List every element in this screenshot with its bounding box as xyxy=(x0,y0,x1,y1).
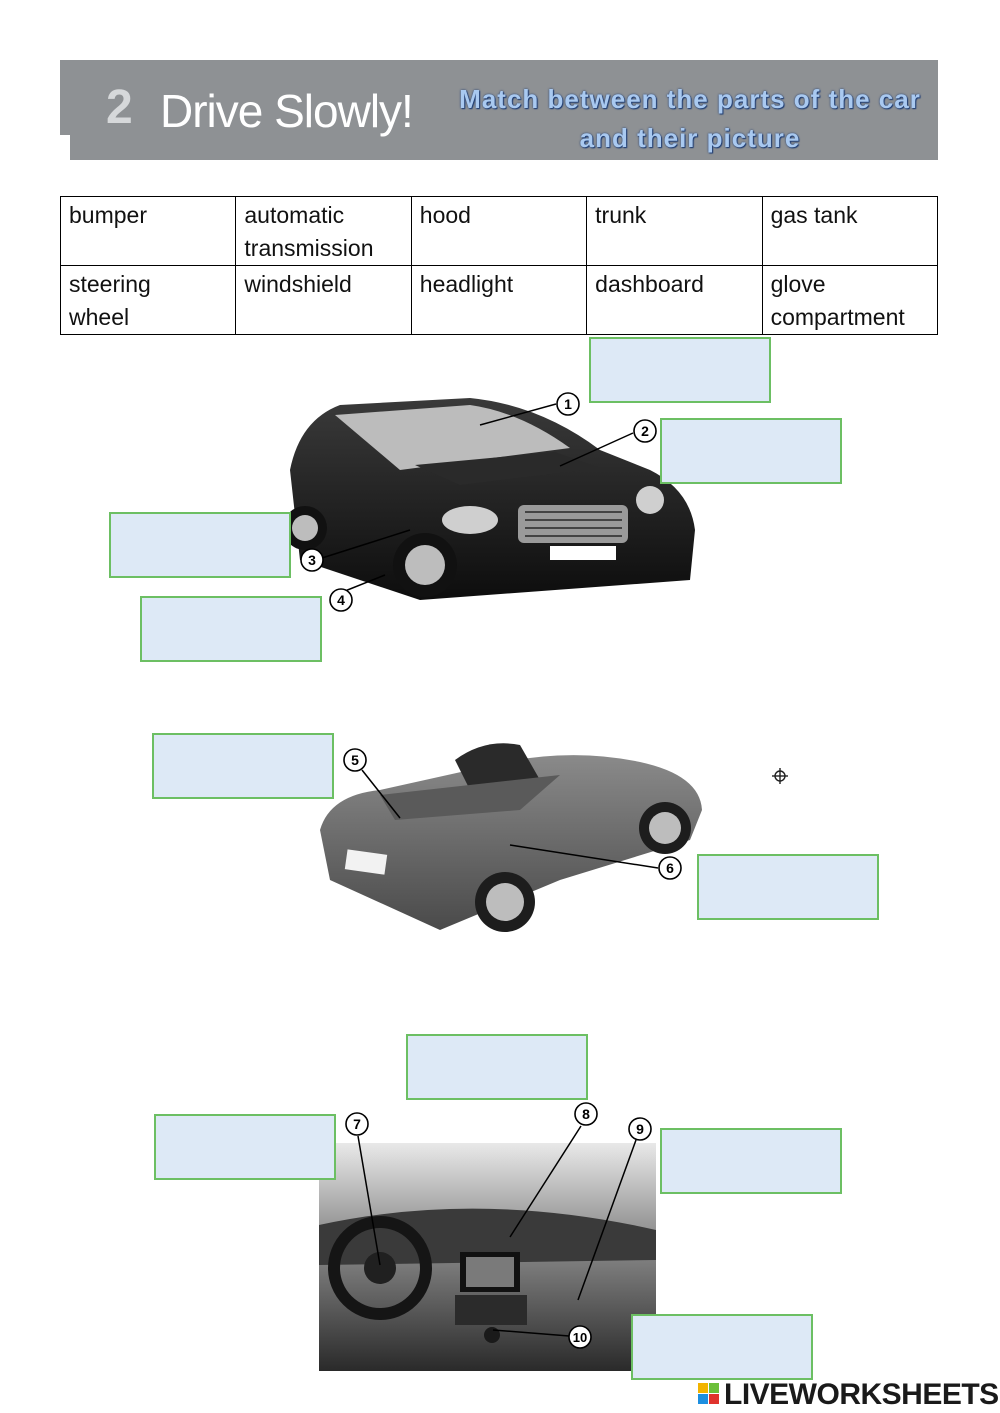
answer-input-6[interactable] xyxy=(699,856,877,918)
instruction-line-1: Match between the parts of the car xyxy=(459,84,921,114)
answer-box-1[interactable] xyxy=(589,337,771,403)
callout-badge xyxy=(575,1103,597,1125)
answer-input-5[interactable] xyxy=(154,735,332,797)
convertible-car-image xyxy=(320,743,702,932)
word-item: steering wheel xyxy=(69,271,151,330)
callout-badge xyxy=(301,549,323,571)
liveworksheets-logo-icon xyxy=(698,1383,720,1405)
word-item: bumper xyxy=(69,202,147,228)
exercise-title: Drive Slowly! xyxy=(160,85,413,137)
callout-number: 3 xyxy=(308,552,316,568)
callout-number: 5 xyxy=(351,752,359,768)
answer-input-1[interactable] xyxy=(591,339,769,401)
callout-number: 10 xyxy=(572,1330,588,1345)
callout-badge xyxy=(629,1118,651,1140)
callout-badge xyxy=(330,589,352,611)
answer-box-8[interactable] xyxy=(406,1034,588,1100)
callout-badge xyxy=(569,1326,591,1348)
answer-input-3[interactable] xyxy=(111,514,289,576)
word-item: trunk xyxy=(595,202,647,228)
word-item: glove compartment xyxy=(770,271,905,330)
answer-box-4[interactable] xyxy=(140,596,322,662)
word-item: automatic transmission xyxy=(244,202,374,261)
answer-box-10[interactable] xyxy=(631,1314,813,1380)
word-item: windshield xyxy=(244,271,352,297)
sedan-car-image xyxy=(283,398,695,600)
answer-box-7[interactable] xyxy=(154,1114,336,1180)
answer-box-2[interactable] xyxy=(660,418,842,484)
answer-input-7[interactable] xyxy=(156,1116,334,1178)
answer-box-3[interactable] xyxy=(109,512,291,578)
answer-input-2[interactable] xyxy=(662,420,840,482)
liveworksheets-brand: LIVEWORKSHEETS xyxy=(724,1378,999,1411)
car-interior-image xyxy=(319,1143,656,1371)
answer-box-5[interactable] xyxy=(152,733,334,799)
callout-number: 7 xyxy=(353,1116,361,1132)
callout-number: 8 xyxy=(582,1106,590,1122)
callout-number: 1 xyxy=(564,396,572,412)
callout-badge xyxy=(346,1113,368,1135)
exercise-number: 2 xyxy=(106,81,133,134)
word-item: hood xyxy=(419,202,471,228)
word-item: dashboard xyxy=(595,271,704,297)
answer-box-9[interactable] xyxy=(660,1128,842,1194)
callout-number: 4 xyxy=(337,592,345,608)
callout-badge xyxy=(659,857,681,879)
callout-number: 9 xyxy=(636,1121,644,1137)
callout-badge xyxy=(634,420,656,442)
answer-input-8[interactable] xyxy=(408,1036,586,1098)
answer-input-4[interactable] xyxy=(142,598,320,660)
answer-input-9[interactable] xyxy=(662,1130,840,1192)
instruction-line-2: and their picture xyxy=(579,123,801,153)
answer-input-10[interactable] xyxy=(633,1316,811,1378)
word-item: gas tank xyxy=(770,202,858,228)
callout-number: 6 xyxy=(666,860,674,876)
callout-number: 2 xyxy=(641,423,649,439)
callout-badge xyxy=(344,749,366,771)
answer-box-6[interactable] xyxy=(697,854,879,920)
crosshair-icon xyxy=(772,768,788,784)
callout-badge xyxy=(557,393,579,415)
word-item: headlight xyxy=(419,271,514,297)
